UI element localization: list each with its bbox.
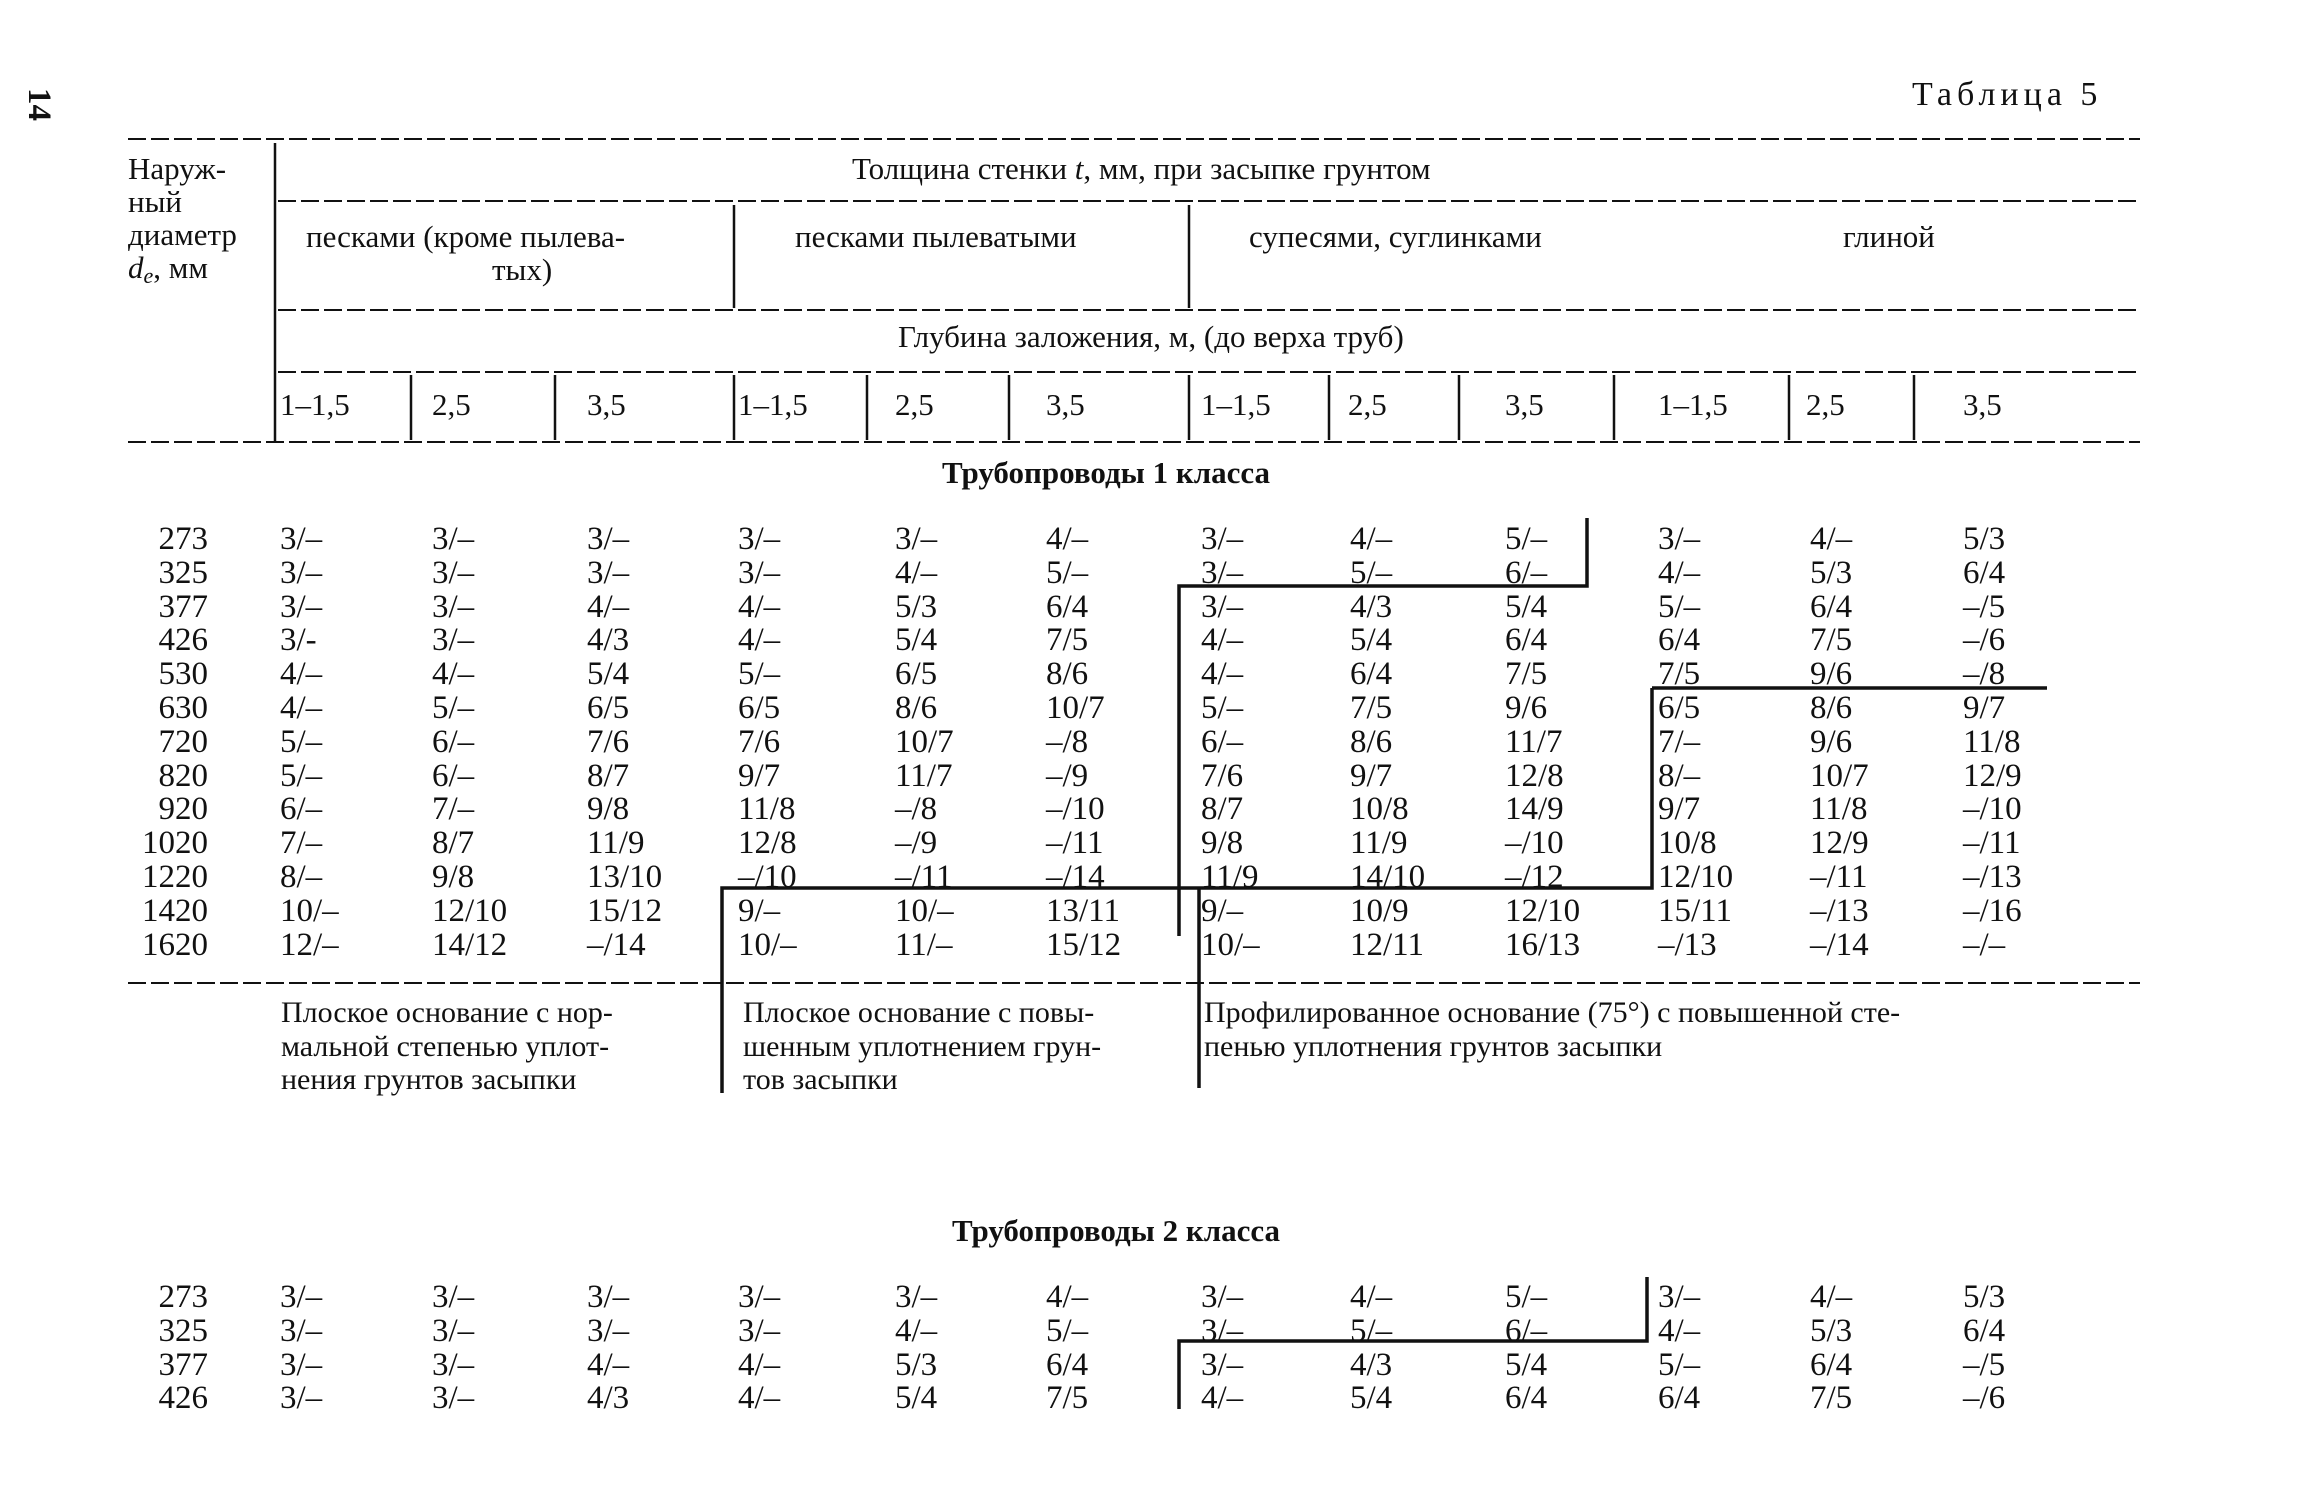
outer-diameter-value: 325 bbox=[158, 1312, 208, 1349]
wall-thickness-cell: 13/11 bbox=[1046, 892, 1120, 929]
wall-thickness-cell: 4/3 bbox=[587, 1380, 630, 1417]
outer-diameter-value: 273 bbox=[158, 521, 208, 557]
wall-thickness-cell: 10/8 bbox=[1658, 825, 1717, 862]
wall-thickness-cell: 6/– bbox=[432, 723, 475, 760]
wall-thickness-cell: 7/5 bbox=[1046, 622, 1089, 659]
wall-thickness-cell: 5/4 bbox=[1350, 622, 1393, 659]
wall-thickness-cell: 5/4 bbox=[1505, 1346, 1548, 1383]
outer-diameter-value: 820 bbox=[158, 757, 208, 794]
wall-thickness-cell: 3/– bbox=[432, 588, 475, 625]
wall-thickness-cell: 8/6 bbox=[1810, 690, 1853, 726]
page-number: 14 bbox=[21, 88, 57, 121]
wall-thickness-cell: 5/4 bbox=[1505, 588, 1548, 625]
wall-thickness-cell: 5/4 bbox=[587, 656, 630, 693]
wall-thickness-suffix: , мм, при засыпке грунтом bbox=[1083, 151, 1431, 186]
outer-diameter-value: 273 bbox=[158, 1279, 208, 1315]
wall-thickness-cell: 5/– bbox=[738, 656, 781, 693]
wall-thickness-cell: 9/8 bbox=[432, 859, 475, 895]
wall-thickness-cell: 4/– bbox=[738, 1346, 781, 1383]
wall-thickness-cell: 3/– bbox=[587, 1312, 630, 1349]
zone2-boundary-a bbox=[1179, 1277, 1647, 1409]
wall-thickness-cell: 3/– bbox=[1201, 1279, 1244, 1315]
wall-thickness-cell: 6/4 bbox=[1658, 1380, 1701, 1417]
wall-thickness-cell: 6/4 bbox=[1505, 1380, 1548, 1417]
base-profiled-line-2: пенью уплотнения грунтов засыпки bbox=[1204, 1029, 1663, 1063]
wall-thickness-cell: 4/3 bbox=[587, 622, 630, 659]
wall-thickness-cell: 3/– bbox=[432, 554, 475, 591]
wall-thickness-cell: 3/– bbox=[1201, 1346, 1244, 1383]
section-title-class-2: Трубопроводы 2 класса bbox=[952, 1213, 1281, 1248]
outer-diameter-value: 325 bbox=[158, 554, 208, 591]
wall-thickness-cell: 3/– bbox=[587, 1279, 630, 1315]
wall-thickness-cell: –/13 bbox=[1658, 926, 1717, 963]
wall-thickness-cell: 3/– bbox=[738, 1279, 781, 1315]
wall-thickness-text: Толщина стенки bbox=[852, 151, 1075, 186]
wall-thickness-cell: 4/– bbox=[587, 1346, 630, 1383]
depth-col-6: 3,5 bbox=[1046, 387, 1085, 422]
laying-depth-heading: Глубина заложения, м, (до верха труб) bbox=[898, 319, 1404, 354]
section-title-class-1: Трубопроводы 1 класса bbox=[942, 455, 1271, 490]
outer-diameter-line-3: диаметр bbox=[128, 217, 237, 252]
wall-thickness-cell: 3/– bbox=[1658, 521, 1701, 557]
wall-thickness-cell: 3/– bbox=[432, 622, 475, 659]
wall-thickness-cell: 10/– bbox=[738, 926, 797, 963]
base-flat-compacted-line-1: Плоское основание с повы- bbox=[743, 996, 1095, 1029]
wall-thickness-cell: 4/– bbox=[280, 656, 323, 693]
wall-thickness-cell: 12/10 bbox=[1505, 892, 1581, 929]
wall-thickness-cell: 6/4 bbox=[1046, 588, 1089, 625]
base-flat-normal-line-2: мальной степенью уплот- bbox=[281, 1029, 610, 1063]
soil-group-loams: супесями, суглинками bbox=[1249, 219, 1542, 254]
diameter-symbol: d bbox=[128, 250, 144, 285]
wall-thickness-cell: 10/– bbox=[1201, 926, 1260, 963]
wall-thickness-cell: 8/6 bbox=[895, 690, 938, 726]
wall-thickness-cell: –/8 bbox=[1963, 656, 2006, 693]
wall-thickness-cell: 4/– bbox=[1350, 521, 1393, 557]
base-profiled bbox=[1204, 996, 2164, 1063]
depth-col-7: 1–1,5 bbox=[1201, 387, 1271, 422]
wall-thickness-cell: 14/9 bbox=[1505, 791, 1564, 828]
wall-thickness-cell: 3/– bbox=[738, 1312, 781, 1349]
wall-thickness-cell: 15/11 bbox=[1658, 892, 1732, 929]
wall-thickness-cell: 3/– bbox=[1658, 1279, 1701, 1315]
wall-thickness-cell: 3/– bbox=[895, 1279, 938, 1315]
wall-thickness-cell: 5/– bbox=[1658, 1346, 1701, 1383]
wall-thickness-cell: 4/– bbox=[1658, 554, 1701, 591]
wall-thickness-cell: 7/5 bbox=[1505, 656, 1548, 693]
wall-thickness-cell: 4/– bbox=[895, 554, 938, 591]
wall-thickness-cell: 5/– bbox=[1350, 554, 1393, 591]
depth-col-5: 2,5 bbox=[895, 387, 934, 422]
outer-diameter-value: 630 bbox=[158, 690, 208, 726]
wall-thickness-cell: –/– bbox=[1963, 926, 2006, 963]
wall-thickness-cell: 9/8 bbox=[1201, 825, 1244, 862]
wall-thickness-cell: 8/6 bbox=[1046, 656, 1089, 693]
wall-thickness-cell: 8/7 bbox=[587, 757, 630, 794]
wall-thickness-cell: –/6 bbox=[1963, 622, 2006, 659]
wall-thickness-cell: 9/– bbox=[1201, 892, 1244, 929]
outer-diameter-value: 530 bbox=[158, 656, 208, 693]
wall-thickness-cell: –/11 bbox=[1963, 825, 2021, 862]
wall-thickness-cell: 12/8 bbox=[738, 825, 797, 862]
wall-thickness-cell: –/9 bbox=[1046, 757, 1089, 794]
base-flat-normal-line-3: нения грунтов засыпки bbox=[281, 1063, 577, 1096]
wall-thickness-cell: 12/9 bbox=[1810, 825, 1869, 862]
wall-thickness-cell: 7/5 bbox=[1810, 1380, 1853, 1417]
wall-thickness-cell: 6/5 bbox=[587, 690, 630, 726]
wall-thickness-cell: 9/7 bbox=[1350, 757, 1393, 794]
wall-thickness-cell: 4/– bbox=[1046, 521, 1089, 557]
wall-thickness-cell: 5/4 bbox=[1350, 1380, 1393, 1417]
wall-thickness-cell: 3/– bbox=[1201, 588, 1244, 625]
wall-thickness-cell: 3/– bbox=[587, 521, 630, 557]
base-flat-compacted bbox=[743, 996, 1193, 1097]
wall-thickness-cell: 10/7 bbox=[1810, 757, 1869, 794]
zone-boundary-c bbox=[1194, 688, 1652, 888]
table-label: Таблица 5 bbox=[1912, 76, 2103, 113]
outer-diameter-value: 377 bbox=[158, 1346, 208, 1383]
wall-thickness-cell: 7/6 bbox=[738, 723, 781, 760]
wall-thickness-cell: 4/– bbox=[432, 656, 475, 693]
wall-thickness-cell: –/13 bbox=[1810, 892, 1869, 929]
wall-thickness-cell: 6/– bbox=[1505, 554, 1548, 591]
wall-thickness-cell: 3/– bbox=[432, 1312, 475, 1349]
wall-thickness-cell: 8/6 bbox=[1350, 723, 1393, 760]
wall-thickness-cell: 3/– bbox=[432, 1380, 475, 1417]
wall-thickness-cell: 3/– bbox=[280, 1312, 323, 1349]
wall-thickness-cell: 8/7 bbox=[1201, 791, 1244, 828]
wall-thickness-cell: 10/9 bbox=[1350, 892, 1409, 929]
wall-thickness-cell: 6/4 bbox=[1046, 1346, 1089, 1383]
wall-thickness-cell: –/5 bbox=[1963, 588, 2006, 625]
depth-col-11: 2,5 bbox=[1806, 387, 1845, 422]
wall-thickness-cell: 7/5 bbox=[1810, 622, 1853, 659]
wall-thickness-cell: 10/7 bbox=[895, 723, 954, 760]
wall-thickness-cell: 10/8 bbox=[1350, 791, 1409, 828]
wall-thickness-cell: –/6 bbox=[1963, 1380, 2006, 1417]
diameter-subscript: e bbox=[143, 263, 154, 288]
wall-thickness-cell: 3/– bbox=[280, 588, 323, 625]
wall-thickness-cell: –/10 bbox=[1505, 825, 1564, 862]
wall-thickness-cell: 6/5 bbox=[895, 656, 938, 693]
wall-thickness-cell: –/5 bbox=[1963, 1346, 2006, 1383]
outer-diameter-line-1: Наруж- bbox=[128, 151, 227, 186]
wall-thickness-cell: 12/10 bbox=[432, 892, 508, 929]
wall-thickness-cell: –/13 bbox=[1963, 859, 2022, 895]
outer-diameter-value: 920 bbox=[158, 791, 208, 828]
wall-thickness-cell: 7/5 bbox=[1046, 1380, 1089, 1417]
wall-thickness-cell: 5/3 bbox=[1963, 521, 2006, 557]
wall-thickness-cell: 3/– bbox=[432, 1346, 475, 1383]
soil-group-sands-line-1: песками (кроме пылева- bbox=[306, 219, 626, 254]
wall-thickness-cell: 4/– bbox=[1201, 656, 1244, 693]
wall-thickness-cell: 3/– bbox=[280, 1279, 323, 1315]
wall-thickness-cell: 5/3 bbox=[895, 1346, 938, 1383]
outer-diameter-value: 1620 bbox=[142, 926, 208, 963]
wall-thickness-cell: 4/– bbox=[280, 690, 323, 726]
wall-thickness-cell: 5/– bbox=[1658, 588, 1701, 625]
wall-thickness-cell: 9/6 bbox=[1810, 723, 1853, 760]
wall-thickness-cell: –/8 bbox=[1046, 723, 1089, 760]
wall-thickness-cell: 11/9 bbox=[1350, 825, 1408, 862]
wall-thickness-cell: 5/– bbox=[1505, 1279, 1548, 1315]
wall-thickness-cell: 6/4 bbox=[1810, 1346, 1853, 1383]
wall-thickness-cell: 9/6 bbox=[1505, 690, 1548, 726]
wall-thickness-cell: –/8 bbox=[895, 791, 938, 828]
wall-thickness-cell: 3/– bbox=[1201, 1312, 1244, 1349]
wall-thickness-cell: 5/– bbox=[1350, 1312, 1393, 1349]
base-flat-compacted-line-2: шенным уплотнением грун- bbox=[743, 1029, 1102, 1063]
wall-thickness-cell: 4/– bbox=[738, 588, 781, 625]
wall-thickness-cell: 3/– bbox=[1201, 554, 1244, 591]
depth-col-4: 1–1,5 bbox=[738, 387, 808, 422]
wall-thickness-cell: 4/– bbox=[1201, 622, 1244, 659]
depth-col-10: 1–1,5 bbox=[1658, 387, 1728, 422]
wall-thickness-cell: 4/– bbox=[1350, 1279, 1393, 1315]
wall-thickness-cell: 4/– bbox=[738, 1380, 781, 1417]
wall-thickness-cell: 5/4 bbox=[895, 622, 938, 659]
wall-thickness-cell: 12/8 bbox=[1505, 757, 1564, 794]
wall-thickness-cell: 12/10 bbox=[1658, 859, 1734, 895]
wall-thickness-cell: 6/– bbox=[1201, 723, 1244, 760]
wall-thickness-cell: 6/4 bbox=[1963, 554, 2006, 591]
depth-col-3: 3,5 bbox=[587, 387, 626, 422]
outer-diameter-value: 426 bbox=[158, 622, 208, 659]
wall-thickness-cell: –/11 bbox=[1810, 859, 1868, 895]
wall-thickness-cell: 6/– bbox=[1505, 1312, 1548, 1349]
wall-thickness-cell: 10/– bbox=[895, 892, 954, 929]
wall-thickness-cell: 3/– bbox=[587, 554, 630, 591]
wall-thickness-cell: 9/6 bbox=[1810, 656, 1853, 693]
wall-thickness-cell: 11/7 bbox=[1505, 723, 1563, 760]
base-flat-compacted-line-3: тов засыпки bbox=[743, 1063, 898, 1096]
wall-thickness-cell: 6/– bbox=[432, 757, 475, 794]
wall-thickness-cell: 9/8 bbox=[587, 791, 630, 828]
wall-thickness-cell: 8/– bbox=[1658, 757, 1701, 794]
wall-thickness-cell: 5/– bbox=[1505, 521, 1548, 557]
wall-thickness-cell: 5/3 bbox=[1810, 1312, 1853, 1349]
wall-thickness-cell: 7/– bbox=[432, 791, 475, 828]
soil-group-clay: глиной bbox=[1843, 219, 1935, 254]
wall-thickness-cell: 6/4 bbox=[1350, 656, 1393, 693]
wall-thickness-cell: –/16 bbox=[1963, 892, 2022, 929]
wall-thickness-cell: 16/13 bbox=[1505, 926, 1581, 963]
wall-thickness-cell: 11/9 bbox=[587, 825, 645, 862]
wall-thickness-cell: 6/4 bbox=[1963, 1312, 2006, 1349]
wall-thickness-cell: 12/11 bbox=[1350, 926, 1424, 963]
wall-thickness-cell: 3/- bbox=[280, 622, 317, 659]
soil-group-silty-sands: песками пылеватыми bbox=[795, 219, 1077, 254]
wall-thickness-cell: 5/4 bbox=[895, 1380, 938, 1417]
wall-thickness-symbol: t bbox=[1074, 151, 1084, 186]
wall-thickness-cell: 7/6 bbox=[587, 723, 630, 760]
wall-thickness-cell: –/10 bbox=[1046, 791, 1105, 828]
wall-thickness-cell: 4/– bbox=[1658, 1312, 1701, 1349]
wall-thickness-cell: 4/3 bbox=[1350, 1346, 1393, 1383]
wall-thickness-cell: 3/– bbox=[280, 521, 323, 557]
outer-diameter-value: 426 bbox=[158, 1380, 208, 1417]
outer-diameter-line-4 bbox=[128, 251, 263, 292]
wall-thickness-cell: 5/– bbox=[1046, 554, 1089, 591]
wall-thickness-cell: 5/– bbox=[1046, 1312, 1089, 1349]
depth-col-12: 3,5 bbox=[1963, 387, 2002, 422]
wall-thickness-cell: 15/12 bbox=[587, 892, 663, 929]
wall-thickness-cell: 3/– bbox=[432, 521, 475, 557]
wall-thickness-cell: 5/3 bbox=[1810, 554, 1853, 591]
depth-col-1: 1–1,5 bbox=[280, 387, 350, 422]
wall-thickness-cell: 11/8 bbox=[1810, 791, 1868, 828]
wall-thickness-cell: 11/8 bbox=[738, 791, 796, 828]
wall-thickness-cell: 9/7 bbox=[1963, 690, 2006, 726]
outer-diameter-value: 1220 bbox=[142, 859, 208, 895]
base-flat-normal-line-1: Плоское основание с нор- bbox=[281, 996, 613, 1029]
wall-thickness-cell: –/14 bbox=[1810, 926, 1869, 963]
wall-thickness-cell: –/10 bbox=[1963, 791, 2022, 828]
wall-thickness-cell: 5/3 bbox=[1963, 1279, 2006, 1315]
wall-thickness-cell: 6/4 bbox=[1505, 622, 1548, 659]
wall-thickness-cell: 4/– bbox=[738, 622, 781, 659]
wall-thickness-cell: 4/3 bbox=[1350, 588, 1393, 625]
wall-thickness-cell: 7/– bbox=[1658, 723, 1701, 760]
wall-thickness-cell: 5/– bbox=[432, 690, 475, 726]
wall-thickness-cell: 7/5 bbox=[1658, 656, 1701, 693]
wall-thickness-cell: –/14 bbox=[1046, 859, 1105, 895]
wall-thickness-cell: 6/5 bbox=[1658, 690, 1701, 726]
wall-thickness-cell: 3/– bbox=[280, 1346, 323, 1383]
wall-thickness-cell: –/9 bbox=[895, 825, 938, 862]
wall-thickness-cell: 11/– bbox=[895, 926, 953, 963]
wall-thickness-cell: 3/– bbox=[1201, 521, 1244, 557]
wall-thickness-cell: 3/– bbox=[738, 554, 781, 591]
wall-thickness-cell: –/12 bbox=[1505, 859, 1564, 895]
wall-thickness-cell: 4/– bbox=[1201, 1380, 1244, 1417]
wall-thickness-cell: 3/– bbox=[895, 521, 938, 557]
wall-thickness-cell: 7/5 bbox=[1350, 690, 1393, 726]
wall-thickness-cell: 9/– bbox=[738, 892, 781, 929]
wall-thickness-cell: 8/– bbox=[280, 859, 323, 895]
wall-thickness-cell: 3/– bbox=[280, 554, 323, 591]
depth-col-9: 3,5 bbox=[1505, 387, 1544, 422]
wall-thickness-cell: 6/5 bbox=[738, 690, 781, 726]
wall-thickness-cell: 5/– bbox=[1201, 690, 1244, 726]
wall-thickness-cell: 6/4 bbox=[1658, 622, 1701, 659]
wall-thickness-cell: 4/– bbox=[1810, 1279, 1853, 1315]
soil-group-sands bbox=[306, 220, 625, 286]
outer-diameter-heading bbox=[128, 152, 263, 292]
wall-thickness-cell: 11/9 bbox=[1201, 859, 1259, 895]
wall-thickness-cell: –/11 bbox=[1046, 825, 1104, 862]
wall-thickness-cell: 13/10 bbox=[587, 859, 663, 895]
wall-thickness-cell: 6/4 bbox=[1810, 588, 1853, 625]
wall-thickness-cell: –/11 bbox=[895, 859, 953, 895]
outer-diameter-value: 720 bbox=[158, 723, 208, 760]
wall-thickness-cell: 3/– bbox=[280, 1380, 323, 1417]
wall-thickness-cell: 4/– bbox=[1046, 1279, 1089, 1315]
soil-group-sands-line-2: тых) bbox=[492, 252, 553, 287]
wall-thickness-cell: 4/– bbox=[587, 588, 630, 625]
wall-thickness-cell: 10/7 bbox=[1046, 690, 1105, 726]
wall-thickness-cell: 6/– bbox=[280, 791, 323, 828]
wall-thickness-cell: 11/7 bbox=[895, 757, 953, 794]
wall-thickness-cell: 5/3 bbox=[895, 588, 938, 625]
wall-thickness-cell: 5/– bbox=[280, 757, 323, 794]
wall-thickness-cell: 9/7 bbox=[1658, 791, 1701, 828]
wall-thickness-cell: 3/– bbox=[738, 521, 781, 557]
wall-thickness-cell: 10/– bbox=[280, 892, 339, 929]
wall-thickness-cell: 4/– bbox=[1810, 521, 1853, 557]
base-profiled-line-1: Профилированное основание (75°) с повышенной сте- bbox=[1204, 996, 1901, 1029]
wall-thickness-heading bbox=[852, 152, 1431, 185]
wall-thickness-cell: 15/12 bbox=[1046, 926, 1122, 963]
depth-col-8: 2,5 bbox=[1348, 387, 1387, 422]
wall-thickness-cell: 9/7 bbox=[738, 757, 781, 794]
wall-thickness-cell: 12/– bbox=[280, 926, 339, 963]
depth-col-2: 2,5 bbox=[432, 387, 471, 422]
wall-thickness-cell: –/10 bbox=[738, 859, 797, 895]
wall-thickness-cell: 11/8 bbox=[1963, 723, 2021, 760]
diameter-unit: , мм bbox=[153, 250, 208, 285]
wall-thickness-cell: –/14 bbox=[587, 926, 646, 963]
wall-thickness-cell: 5/– bbox=[280, 723, 323, 760]
wall-thickness-cell: 12/9 bbox=[1963, 757, 2022, 794]
wall-thickness-cell: 8/7 bbox=[432, 825, 475, 862]
outer-diameter-value: 1020 bbox=[142, 825, 208, 862]
wall-thickness-cell: 3/– bbox=[432, 1279, 475, 1315]
wall-thickness-cell: 7/6 bbox=[1201, 757, 1244, 794]
wall-thickness-cell: 4/– bbox=[895, 1312, 938, 1349]
wall-thickness-cell: 14/10 bbox=[1350, 859, 1426, 895]
wall-thickness-cell: 7/– bbox=[280, 825, 323, 862]
outer-diameter-line-2: ный bbox=[128, 184, 183, 219]
outer-diameter-value: 1420 bbox=[142, 892, 208, 929]
wall-thickness-cell: 14/12 bbox=[432, 926, 508, 963]
outer-diameter-value: 377 bbox=[158, 588, 208, 625]
base-flat-normal bbox=[281, 996, 721, 1097]
